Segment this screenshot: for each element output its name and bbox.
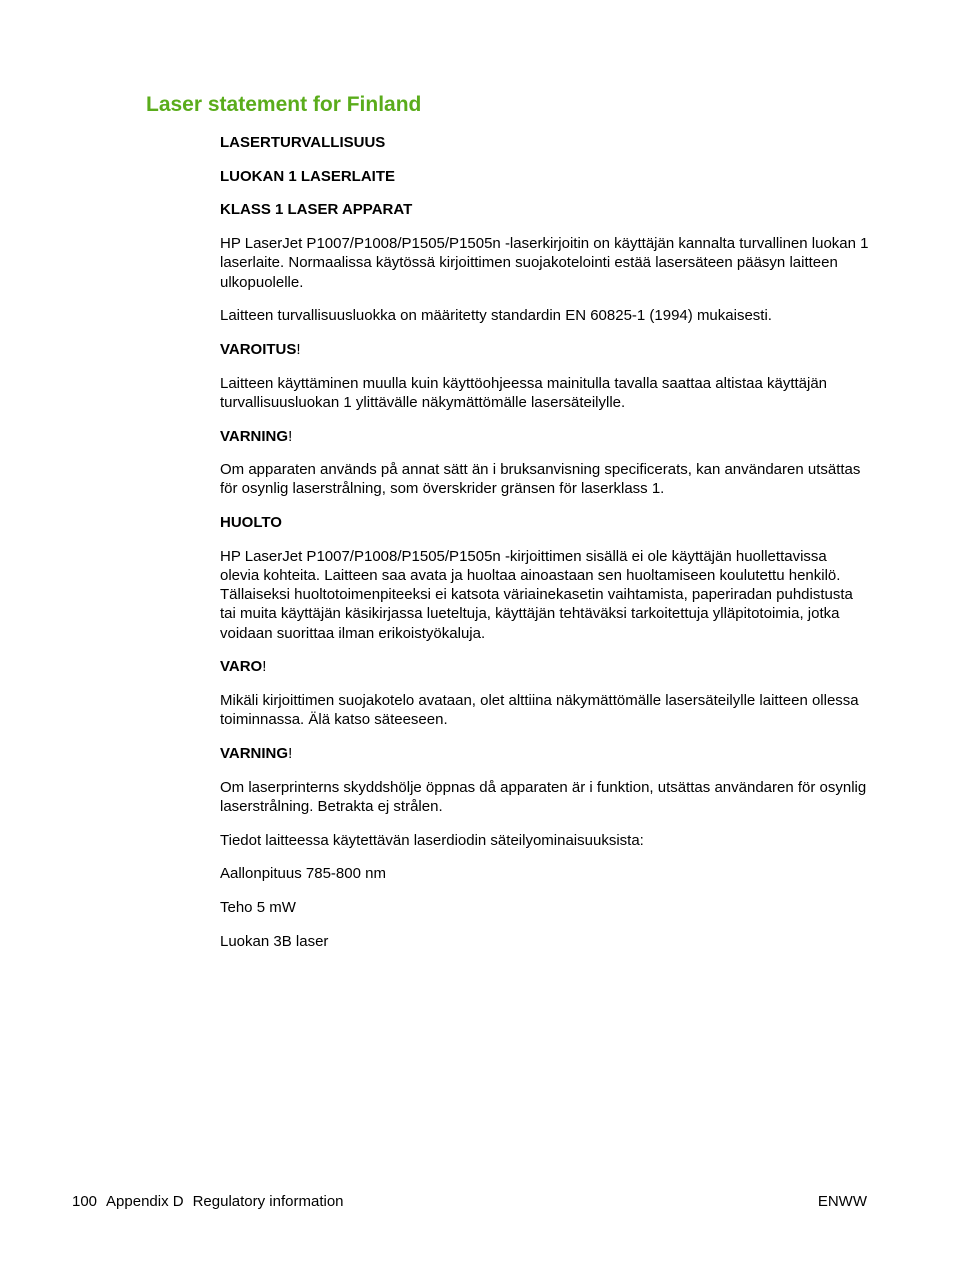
page-footer-left xyxy=(72,1193,344,1210)
paragraph-varning-1-text: Om apparaten används på annat sätt än i bruksanvisning specificerats, kan användaren utsättas för osynlig laserstrålning, som överskrider gränsen för laserklass 1. xyxy=(220,461,861,498)
paragraph-varning-2-text: Om laserprinterns skyddshölje öppnas då apparaten är i funktion, utsättas användaren för osynlig laserstrålning. Betrakta ej strålen. xyxy=(220,778,867,815)
paragraph-standard: Laitteen turvallisuusluokka on määritetty standardin EN 60825-1 (1994) mukaisesti. xyxy=(220,307,772,325)
page-number: 100 xyxy=(72,1193,98,1210)
page-footer-right: ENWW xyxy=(817,1193,867,1210)
document-body xyxy=(220,133,870,965)
paragraph-intro-fi: HP LaserJet P1007/P1008/P1505/P1505n -laserkirjoitin on käyttäjän kannalta turvallinen luokan 1 laserlaite. Normaalissa käytössä kirjoittimen suojakotelointi estää lasersäteen pääsyn laitteen ulkopuolelle. xyxy=(220,235,869,291)
label-huolto: HUOLTO xyxy=(220,514,282,532)
paragraph-huolto-text: HP LaserJet P1007/P1008/P1505/P1505n -kirjoittimen sisällä ei ole käyttäjän huollettavissa olevia kohteita. Laitteen saa avata ja huoltaa ainoastaan sen huoltamiseen koulutettu henkilö. Tällaiseksi huoltotoimenpiteeksi ei katsota väriainekasetin vaihtamista, paperiradan puhdistusta tai muita käyttäjän käsikirjassa lueteltuja, käyttäjän tehtäväksi tarkoitettuja ylläpitotoimia, jotka voidaan suorittaa ilman erikoistyökaluja. xyxy=(220,547,853,642)
label-klass-1-laser-apparat: KLASS 1 LASER APPARAT xyxy=(220,201,413,219)
paragraph-varoitus-text: Laitteen käyttäminen muulla kuin käyttöohjeessa mainitulla tavalla saattaa altistaa käyttäjän turvallisuusluokan 1 ylittävälle näkymättömälle lasersäteilylle. xyxy=(220,374,828,411)
warning-label: VAROITUS xyxy=(220,340,297,358)
section-heading: Laser statement for Finland xyxy=(146,93,422,116)
warning-varoitus xyxy=(220,340,870,359)
footer-title: Regulatory information xyxy=(192,1193,344,1210)
warning-varning-1 xyxy=(220,427,870,446)
label-luokan-1-laserlaite: LUOKAN 1 LASERLAITE xyxy=(220,167,396,185)
warning-exclamation: ! xyxy=(288,744,293,762)
paragraph-varo-text: Mikäli kirjoittimen suojakotelo avataan, olet alttiina näkymättömälle lasersäteilylle laitteen ollessa toiminnassa. Älä katso säteeseen. xyxy=(220,692,859,729)
footer-section: Appendix D xyxy=(106,1193,184,1210)
spec-laser-class: Luokan 3B laser xyxy=(220,932,329,950)
warning-varning-2 xyxy=(220,744,870,763)
warning-exclamation: ! xyxy=(262,658,267,676)
warning-label: VARNING xyxy=(220,427,289,445)
warning-label: VARO xyxy=(220,658,263,676)
label-laserturvallisuus: LASERTURVALLISUUS xyxy=(220,134,386,151)
spec-power: Teho 5 mW xyxy=(220,898,296,916)
warning-label: VARNING xyxy=(220,744,289,762)
paragraph-laserdiode-intro: Tiedot laitteessa käytettävän laserdiodin säteilyominaisuuksista: xyxy=(220,831,644,849)
warning-exclamation: ! xyxy=(288,427,293,445)
warning-exclamation: ! xyxy=(296,340,301,358)
warning-varo xyxy=(220,657,870,676)
spec-wavelength: Aallonpituus 785-800 nm xyxy=(220,865,386,883)
